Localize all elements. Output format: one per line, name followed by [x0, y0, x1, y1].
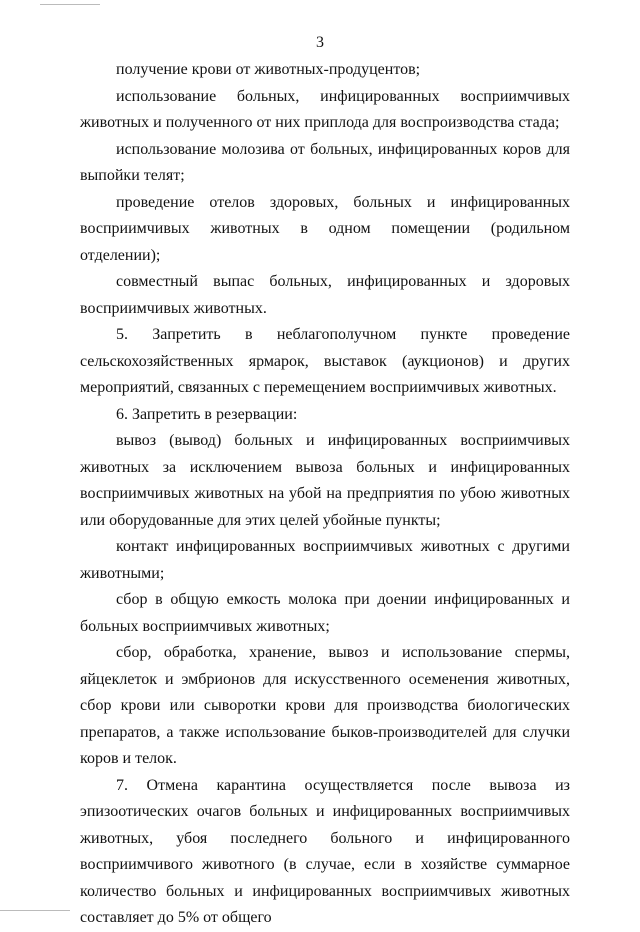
- paragraph: 7. Отмена карантина осуществляется после вывоза из эпизоотических очагов больных и инфицированных восприимчивых животных, убоя последнего больного и инфицированного восприимчивого животного (в случае, если в хозяйстве суммарное количество больных и инфицированных восприимчивых животных составляет до 5% от общего: [80, 776, 570, 926]
- paragraph: вывоз (вывод) больных и инфицированных восприимчивых животных за исключением вывоза больных и инфицированных восприимчивых животных на убой на предприятия по убою животных или оборудованные для этих целей убойные пункты;: [80, 432, 570, 529]
- paragraph: 5. Запретить в неблагополучном пункте проведение сельскохозяйственных ярмарок, выставок (аукционов) и других мероприятий, связанных с перемещением восприимчивых животных.: [80, 326, 570, 396]
- paragraph: проведение отелов здоровых, больных и инфицированных восприимчивых животных в одном помещении (родильном отделении);: [80, 193, 570, 264]
- paragraph: использование молозива от больных, инфицированных коров для выпойки телят;: [80, 140, 570, 184]
- paragraph: 6. Запретить в резервации:: [116, 405, 298, 423]
- scan-artifact: [0, 910, 70, 911]
- paragraph: использование больных, инфицированных восприимчивых животных и полученного от них приплода для воспроизводства стада;: [80, 87, 570, 131]
- paragraph: сбор в общую емкость молока при доении инфицированных и больных восприимчивых животных;: [80, 591, 570, 635]
- paragraph: совместный выпас больных, инфицированных и здоровых восприимчивых животных.: [80, 273, 570, 317]
- scan-artifact: [40, 4, 100, 5]
- paragraph: получение крови от животных-продуцентов;: [116, 61, 421, 78]
- paragraph: контакт инфицированных восприимчивых животных с другими животными;: [80, 538, 570, 582]
- document-body: [80, 57, 570, 932]
- page-number: 3: [316, 34, 324, 51]
- paragraph: сбор, обработка, хранение, вывоз и использование спермы, яйцеклеток и эмбрионов для искусственного осеменения животных, сбор крови или сыворотки крови для производства биологических препаратов, а также использование быков-производителей для случки коров и телок.: [80, 644, 570, 767]
